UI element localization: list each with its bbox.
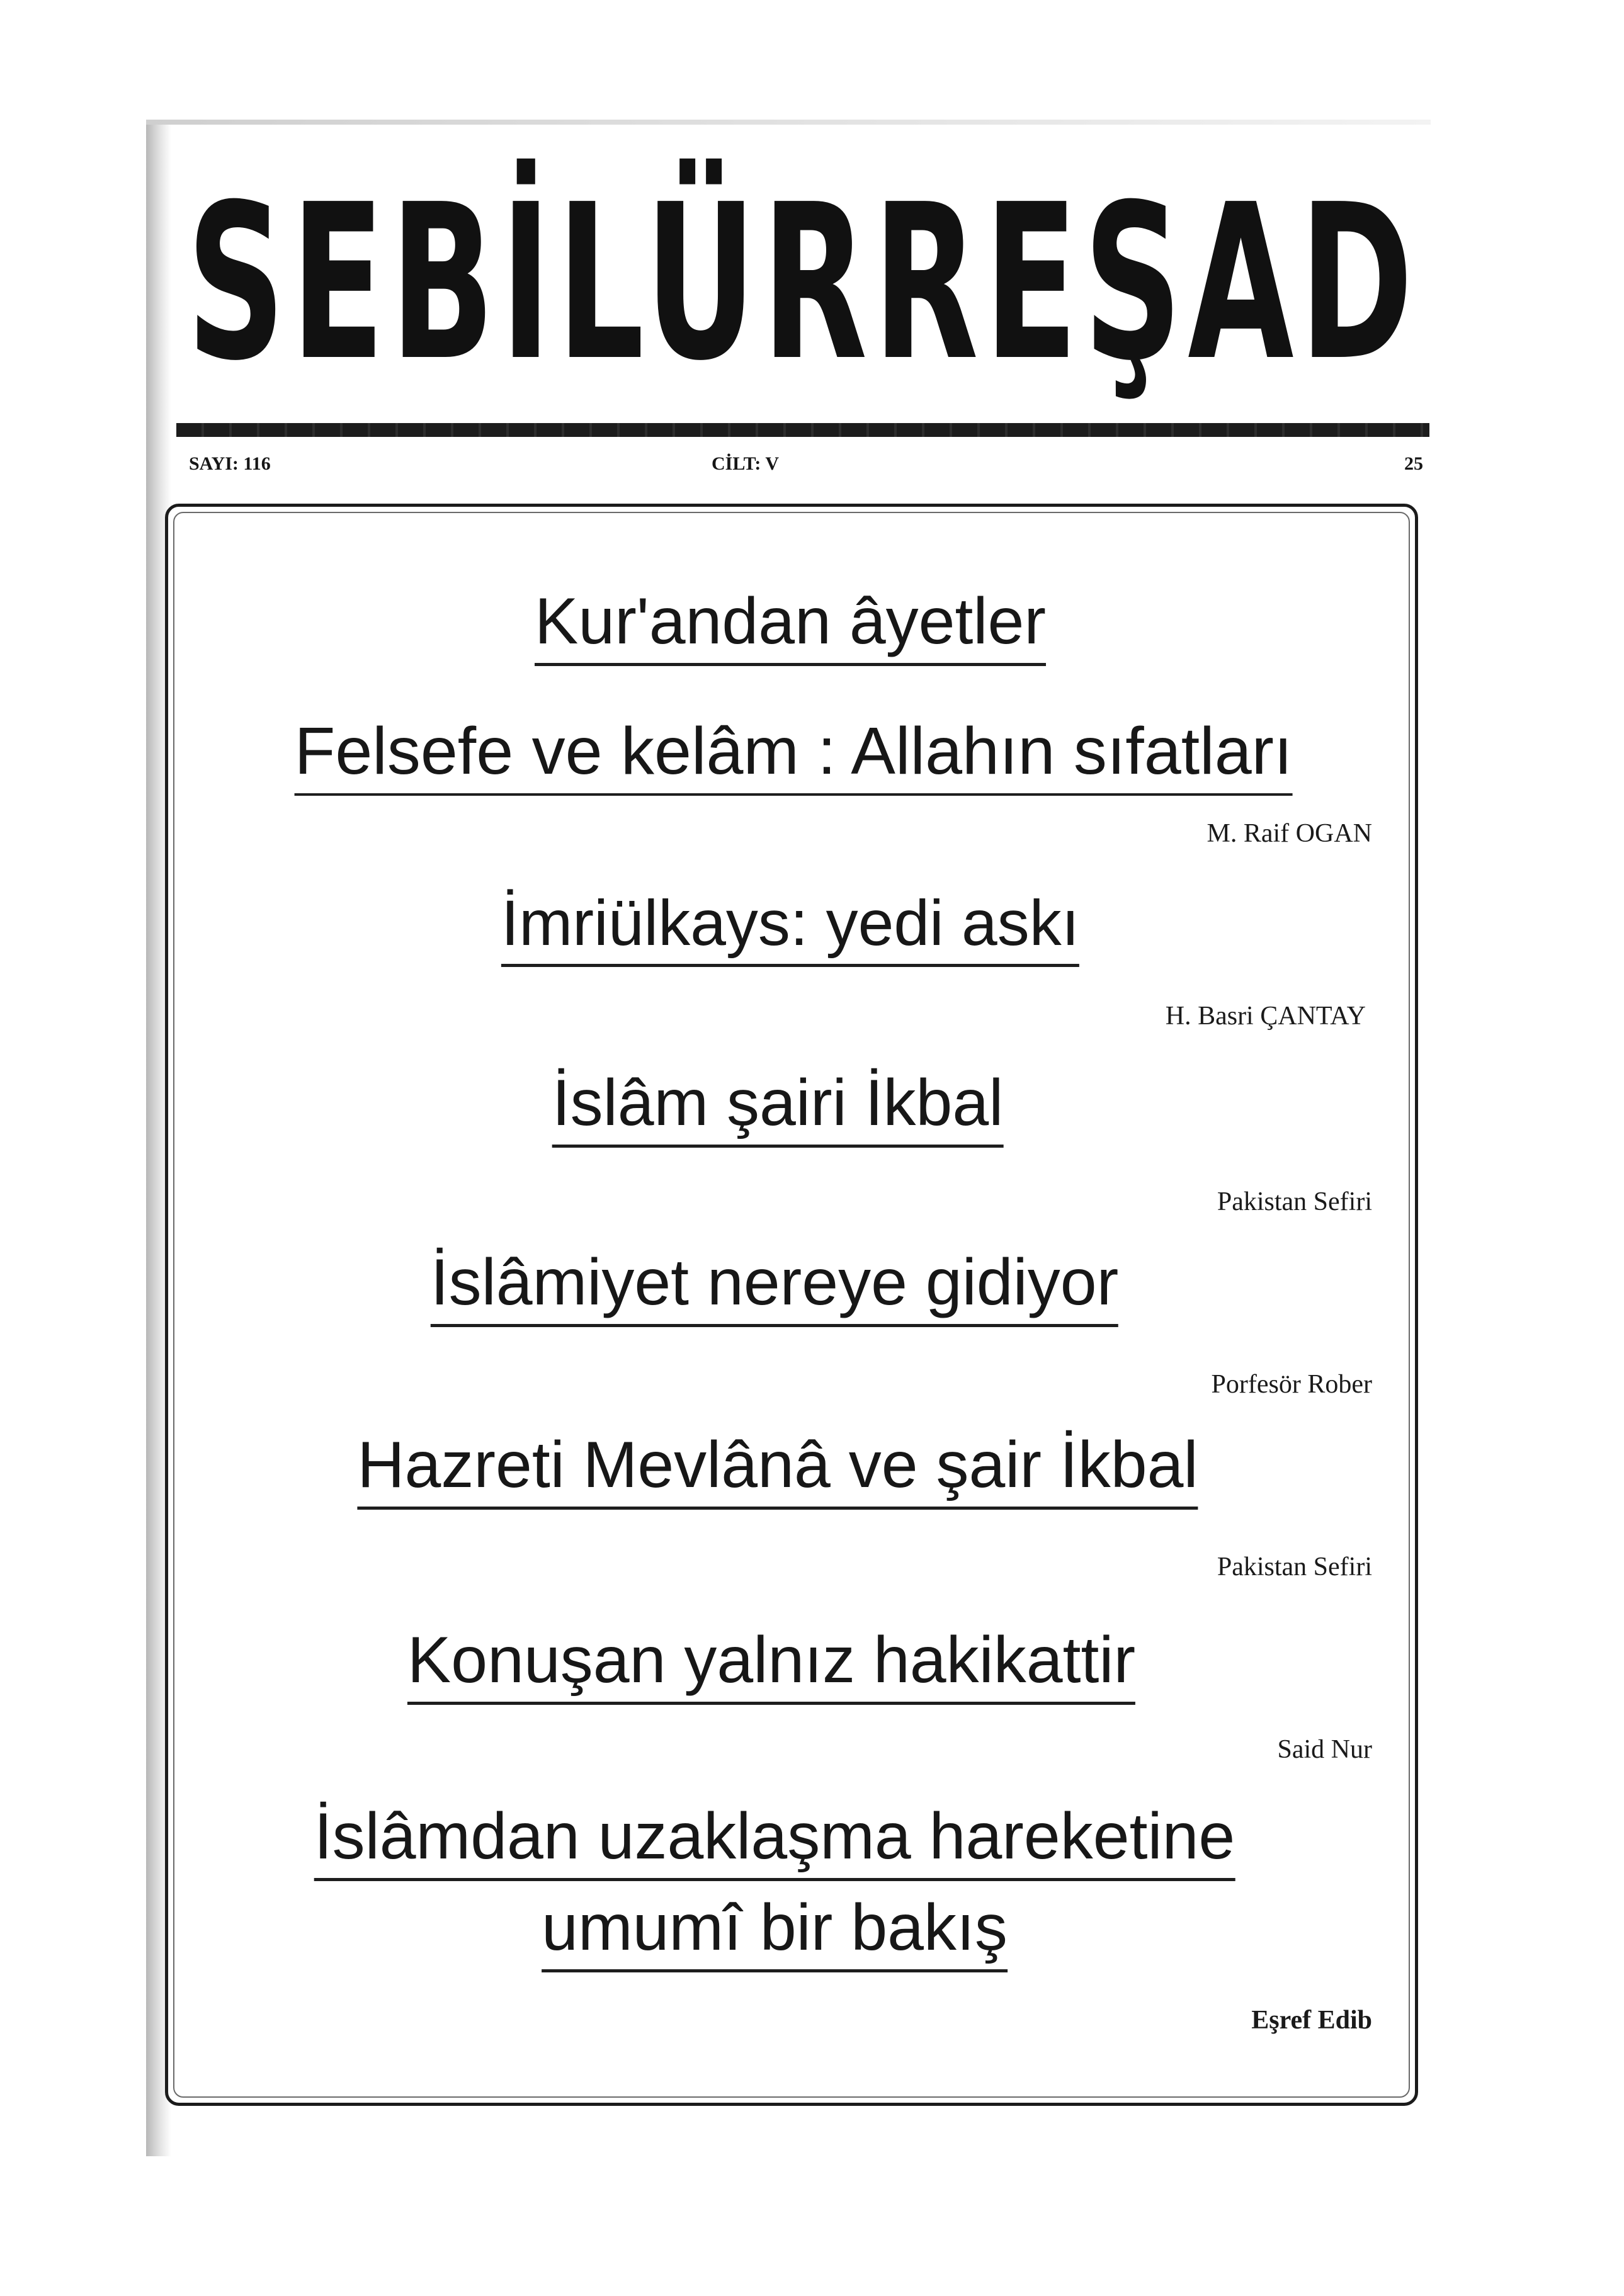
masthead-title: SEBİLÜRREŞAD <box>186 159 1419 408</box>
article-author-8: Eşref Edib <box>1251 2006 1372 2035</box>
article-title-6: Hazreti Mevlânâ ve şair İkbal <box>357 1432 1198 1510</box>
article-title-2: Felsefe ve kelâm : Allahın sıfatları <box>295 718 1293 796</box>
article-author-3: H. Basri ÇANTAY <box>1165 1002 1366 1031</box>
issue-volume: CİLT: V <box>712 453 779 474</box>
scan-shadow-top <box>146 120 1431 125</box>
article-title-8-line-2: umumî bir bakış <box>542 1895 1008 1972</box>
article-title-8-line-1: İslâmdan uzaklaşma hareketine <box>314 1804 1235 1881</box>
article-author-2: M. Raif OGAN <box>1207 819 1372 848</box>
issue-date: 25 <box>1404 453 1423 474</box>
masthead <box>176 151 1429 416</box>
issue-info-line <box>189 453 1423 478</box>
article-author-7: Said Nur <box>1277 1735 1372 1764</box>
article-author-5: Porfesör Rober <box>1211 1370 1372 1399</box>
masthead-rule <box>176 423 1429 437</box>
article-title-3: İmriülkays: yedi askı <box>501 891 1079 967</box>
article-author-6: Pakistan Sefiri <box>1217 1552 1372 1581</box>
article-title-7: Konuşan yalnız hakikattir <box>407 1627 1135 1705</box>
issue-number: SAYI: 116 <box>189 453 271 474</box>
article-title-4: İslâm şairi İkbal <box>552 1070 1004 1148</box>
article-title-5: İslâmiyet nereye gidiyor <box>431 1250 1118 1327</box>
article-author-4: Pakistan Sefiri <box>1217 1187 1372 1216</box>
article-title-1: Kur'andan âyetler <box>535 589 1046 666</box>
